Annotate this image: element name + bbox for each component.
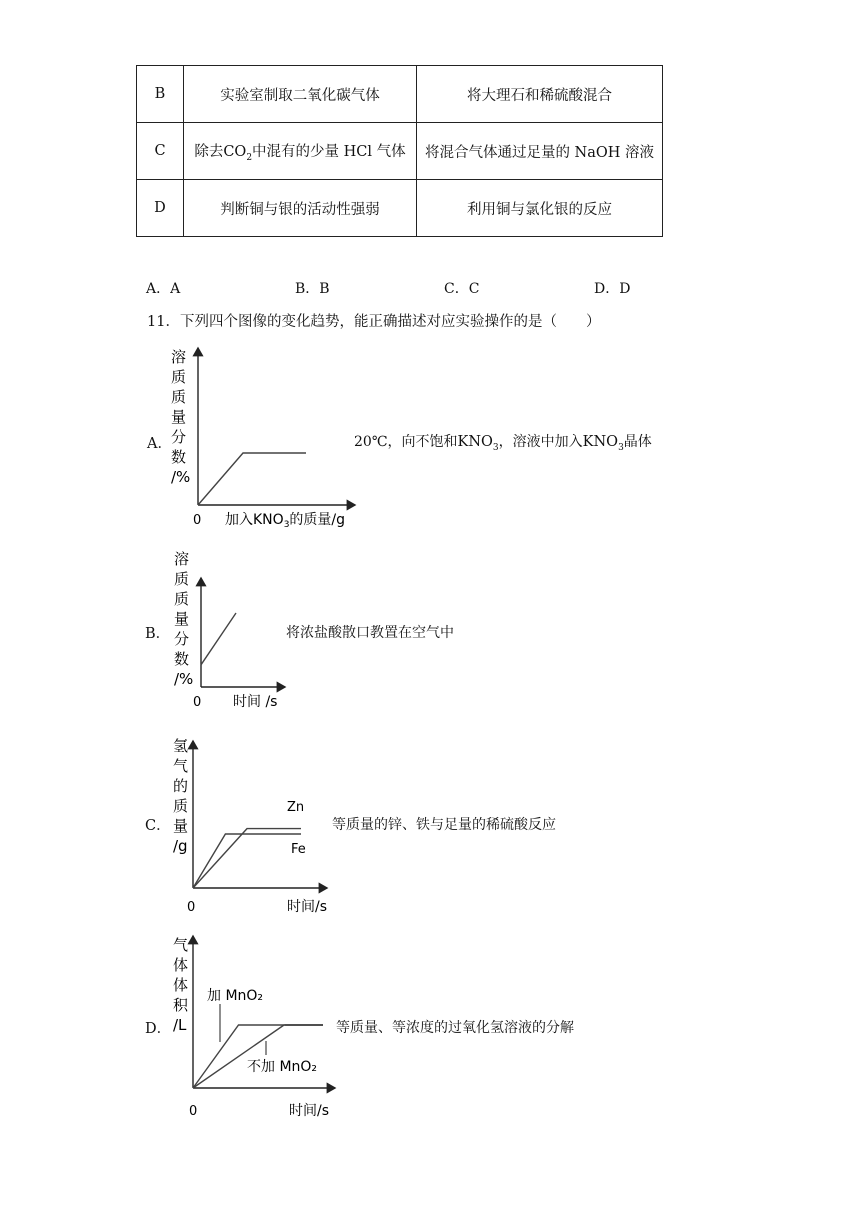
- y-axis-label-char: 的: [173, 777, 189, 795]
- row-key: C: [137, 123, 184, 180]
- series-line-fe: [193, 829, 301, 888]
- row-method: 利用铜与氯化银的反应: [417, 180, 663, 237]
- chart-d: [165, 928, 345, 1123]
- chart-c: [165, 733, 340, 918]
- y-axis-label-char: 质: [174, 570, 190, 588]
- y-axis-label: [173, 936, 189, 1034]
- option-d-desc: 等质量、等浓度的过氧化氢溶液的分解: [336, 1020, 574, 1036]
- y-axis-label-char: /%: [174, 670, 194, 688]
- x-axis-label: 时间 /s: [233, 694, 278, 710]
- table-row: [137, 66, 663, 123]
- chart-b: [165, 548, 305, 718]
- origin-label: 0: [187, 900, 196, 915]
- option-c-label: C．: [145, 818, 171, 834]
- formula: CO: [223, 143, 247, 160]
- y-axis-label-char: 分: [174, 630, 190, 648]
- y-axis-label-char: /L: [173, 1016, 187, 1034]
- series-line: [201, 613, 236, 665]
- origin-label: 0: [193, 513, 202, 528]
- series-line-without-mno2: [193, 1025, 323, 1088]
- y-axis-label-char: 量: [171, 408, 187, 426]
- y-axis-label-char: /%: [171, 468, 191, 486]
- answer-b[interactable]: B．B: [295, 281, 330, 297]
- y-axis-label-char: 量: [173, 817, 189, 835]
- chart-a: [165, 340, 365, 535]
- series-line-with-mno2: [193, 1025, 323, 1088]
- y-axis-label-char: 质: [174, 590, 190, 608]
- option-c-desc: 等质量的锌、铁与足量的稀硫酸反应: [332, 817, 556, 833]
- option-b-desc: 将浓盐酸散口教置在空气中: [286, 625, 454, 641]
- y-axis-label-char: 体: [173, 956, 189, 974]
- formula-sub: 2: [246, 152, 253, 163]
- row-experiment: 判断铜与银的活动性强弱: [184, 180, 417, 237]
- series-line: [198, 453, 306, 505]
- answer-d[interactable]: D．D: [594, 281, 631, 297]
- row-key: D: [137, 180, 184, 237]
- table-row: [137, 180, 663, 237]
- annotation-with-mno2: 加 MnO₂: [207, 988, 264, 1004]
- y-axis-label-char: /g: [173, 837, 188, 855]
- series-label-fe: Fe: [291, 842, 306, 857]
- y-axis-label-char: 溶: [171, 348, 187, 366]
- row-experiment: 实验室制取二氧化碳气体: [184, 66, 417, 123]
- x-axis-label: 时间/s: [287, 899, 328, 915]
- option-b-label: B．: [145, 626, 171, 642]
- y-axis-label-char: 体: [173, 976, 189, 994]
- y-axis-label-char: 气: [173, 936, 189, 954]
- table-row: [137, 123, 663, 180]
- series-line-zn: [193, 834, 301, 888]
- option-a-label: A．: [147, 436, 172, 452]
- y-axis-label-char: 数: [171, 448, 187, 466]
- y-axis-label-char: 积: [173, 996, 189, 1014]
- annotation-without-mno2: 不加 MnO₂: [247, 1059, 318, 1075]
- text-pre: 除去: [194, 143, 224, 160]
- y-axis-label: [171, 348, 190, 486]
- y-axis-label-char: 数: [174, 650, 190, 668]
- y-axis-label: [173, 737, 188, 855]
- row-key: B: [137, 66, 184, 123]
- row-experiment: [184, 123, 417, 180]
- row-method: 将混合气体通过足量的 NaOH 溶液: [417, 123, 663, 180]
- series-label-zn: Zn: [287, 800, 305, 815]
- y-axis-label-char: 质: [171, 368, 187, 386]
- y-axis-label: [174, 550, 193, 688]
- y-axis-label-char: 质: [173, 797, 189, 815]
- origin-label: 0: [189, 1104, 198, 1119]
- y-axis-label-char: 量: [174, 610, 190, 628]
- origin-label: 0: [193, 695, 202, 710]
- row-method: 将大理石和稀硫酸混合: [417, 66, 663, 123]
- y-axis-label-char: 质: [171, 388, 187, 406]
- answer-a[interactable]: A．A: [146, 281, 181, 297]
- option-d-label: D．: [145, 1021, 172, 1037]
- x-axis-label: 时间/s: [289, 1103, 330, 1119]
- question-text: 11．下列四个图像的变化趋势，能正确描述对应实验操作的是（ ）: [147, 314, 601, 330]
- y-axis-label-char: 分: [171, 428, 187, 446]
- option-a-desc: 20℃，向不饱和$KNO_3$，溶液中加入$KNO_3$晶体: [354, 434, 652, 453]
- y-axis-label-char: 气: [173, 757, 189, 775]
- y-axis-label-char: 溶: [174, 550, 190, 568]
- options-table: [136, 65, 663, 237]
- y-axis-label-char: 氢: [173, 737, 189, 755]
- answer-c[interactable]: C．C: [444, 281, 480, 297]
- x-axis-label: 加入$KNO_3$的质量/g: [225, 512, 346, 530]
- text-post: 中混有的少量 HCl 气体: [252, 143, 406, 160]
